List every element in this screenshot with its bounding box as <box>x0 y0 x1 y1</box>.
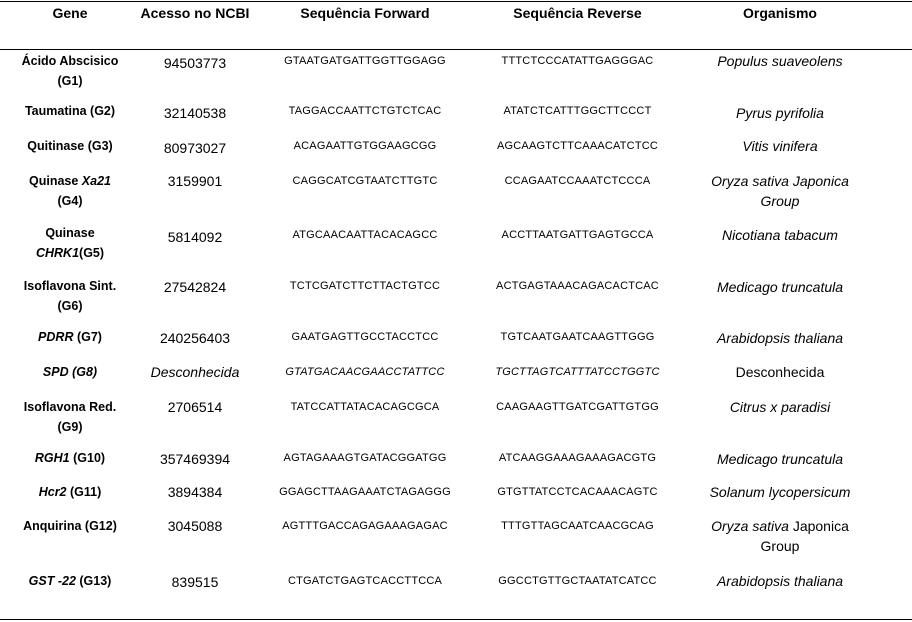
gene-name: Isoflavona Sint. (G6) <box>23 279 117 313</box>
reverse-sequence: TTTCTCCCATATTGAGGGAC <box>501 55 654 67</box>
accession-number: 240256403 <box>159 330 231 346</box>
gene-name: RGH1 (G10) <box>34 451 106 465</box>
forward-sequence: TAGGACCAATTCTGTCTCAC <box>288 105 442 117</box>
gene-name: Quitinase (G3) <box>27 139 113 153</box>
organism: Citrus x paradisi <box>729 399 831 415</box>
table-top-rule <box>0 1 912 2</box>
reverse-sequence: CAAGAAGTTGATCGATTGTGG <box>496 401 659 413</box>
organism: Medicago truncatula <box>716 279 844 295</box>
gene-name: SPD (G8) <box>42 365 98 379</box>
accession-number: 3894384 <box>167 484 223 500</box>
organism: Oryza sativa Japonica Group <box>711 518 849 554</box>
forward-sequence: GTATGACAACGAACCTATTCC <box>285 366 445 378</box>
forward-sequence: AGTTTGACCAGAGAAAGAGAC <box>282 520 448 532</box>
organism: Arabidopsis thaliana <box>716 330 844 346</box>
reverse-sequence: CCAGAATCCAAATCTCCCA <box>504 175 651 187</box>
accession-number: 3159901 <box>167 173 223 189</box>
accession-number: 32140538 <box>163 105 227 121</box>
header-forward: Sequência Forward <box>300 5 430 21</box>
accession-number: 357469394 <box>159 451 231 467</box>
gene-name: GST -22 (G13) <box>28 574 112 588</box>
accession-number: 94503773 <box>163 55 227 71</box>
forward-sequence: TATCCATTATACACAGCGCA <box>290 401 440 413</box>
accession-number: 5814092 <box>167 229 223 245</box>
header-bottom-rule <box>0 49 912 50</box>
reverse-sequence: GGCCTGTTGCTAATATCATCC <box>498 575 657 587</box>
accession-number: 80973027 <box>163 140 227 156</box>
reverse-sequence: TGCTTAGTCATTTATCCTGGTC <box>495 366 660 378</box>
reverse-sequence: TGTCAATGAATCAAGTTGGG <box>500 331 655 343</box>
accession-number: 3045088 <box>167 518 223 534</box>
reverse-sequence: AGCAAGTCTTCAAACATCTCC <box>496 140 659 152</box>
gene-name: Quinase CHRK1(G5) <box>35 226 105 260</box>
header-gene: Gene <box>52 5 88 21</box>
forward-sequence: ACAGAATTGTGGAAGCGG <box>293 140 437 152</box>
gene-name: Taumatina (G2) <box>24 104 116 118</box>
accession-number: 27542824 <box>163 279 227 295</box>
forward-sequence: CAGGCATCGTAATCTTGTC <box>292 175 438 187</box>
reverse-sequence: ATCAAGGAAAGAAAGACGTG <box>498 452 657 464</box>
header-reverse: Sequência Reverse <box>513 5 642 21</box>
forward-sequence: CTGATCTGAGTCACCTTCCA <box>287 575 443 587</box>
organism: Medicago truncatula <box>716 451 844 467</box>
gene-name: Hcr2 (G11) <box>38 485 102 499</box>
accession-number: 839515 <box>171 574 219 590</box>
organism: Vitis vinifera <box>742 138 818 154</box>
organism: Nicotiana tabacum <box>722 227 838 243</box>
organism: Pyrus pyrifolia <box>736 105 824 121</box>
forward-sequence: ATGCAACAATTACACAGCC <box>292 229 438 241</box>
forward-sequence: TCTCGATCTTCTTACTGTCC <box>289 280 441 292</box>
accession-number: Desconhecida <box>150 364 240 380</box>
organism: Desconhecida <box>735 364 825 380</box>
organism: Populus suaveolens <box>717 53 843 69</box>
forward-sequence: GGAGCTTAAGAAATCTAGAGGG <box>279 486 451 498</box>
reverse-sequence: ACCTTAATGATTGAGTGCCA <box>501 229 654 241</box>
organism: Solanum lycopersicum <box>709 484 851 500</box>
forward-sequence: AGTAGAAAGTGATACGGATGG <box>283 452 447 464</box>
gene-name: PDRR (G7) <box>38 330 102 344</box>
reverse-sequence: GTGTTATCCTCACAAACAGTC <box>497 486 658 498</box>
header-accession: Acesso no NCBI <box>140 5 250 21</box>
gene-name: Isoflavona Red. (G9) <box>23 400 117 434</box>
table-bottom-rule <box>0 619 912 620</box>
forward-sequence: GTAATGATGATTGGTTGGAGG <box>284 55 446 67</box>
organism: Oryza sativa Japonica Group <box>711 173 849 209</box>
header-organism: Organismo <box>743 5 817 21</box>
gene-name: Ácido Abscisico (G1) <box>21 54 119 88</box>
reverse-sequence: ATATCTCATTTGGCTTCCCT <box>503 105 652 117</box>
organism: Arabidopsis thaliana <box>716 573 844 589</box>
forward-sequence: GAATGAGTTGCCTACCTCC <box>291 331 439 343</box>
reverse-sequence: ACTGAGTAAACAGACACTCAC <box>496 280 659 292</box>
gene-name: Quinase Xa21 (G4) <box>29 174 111 208</box>
reverse-sequence: TTTGTTAGCAATCAACGCAG <box>501 520 654 532</box>
gene-name: Anquirina (G12) <box>23 519 117 533</box>
accession-number: 2706514 <box>167 399 223 415</box>
